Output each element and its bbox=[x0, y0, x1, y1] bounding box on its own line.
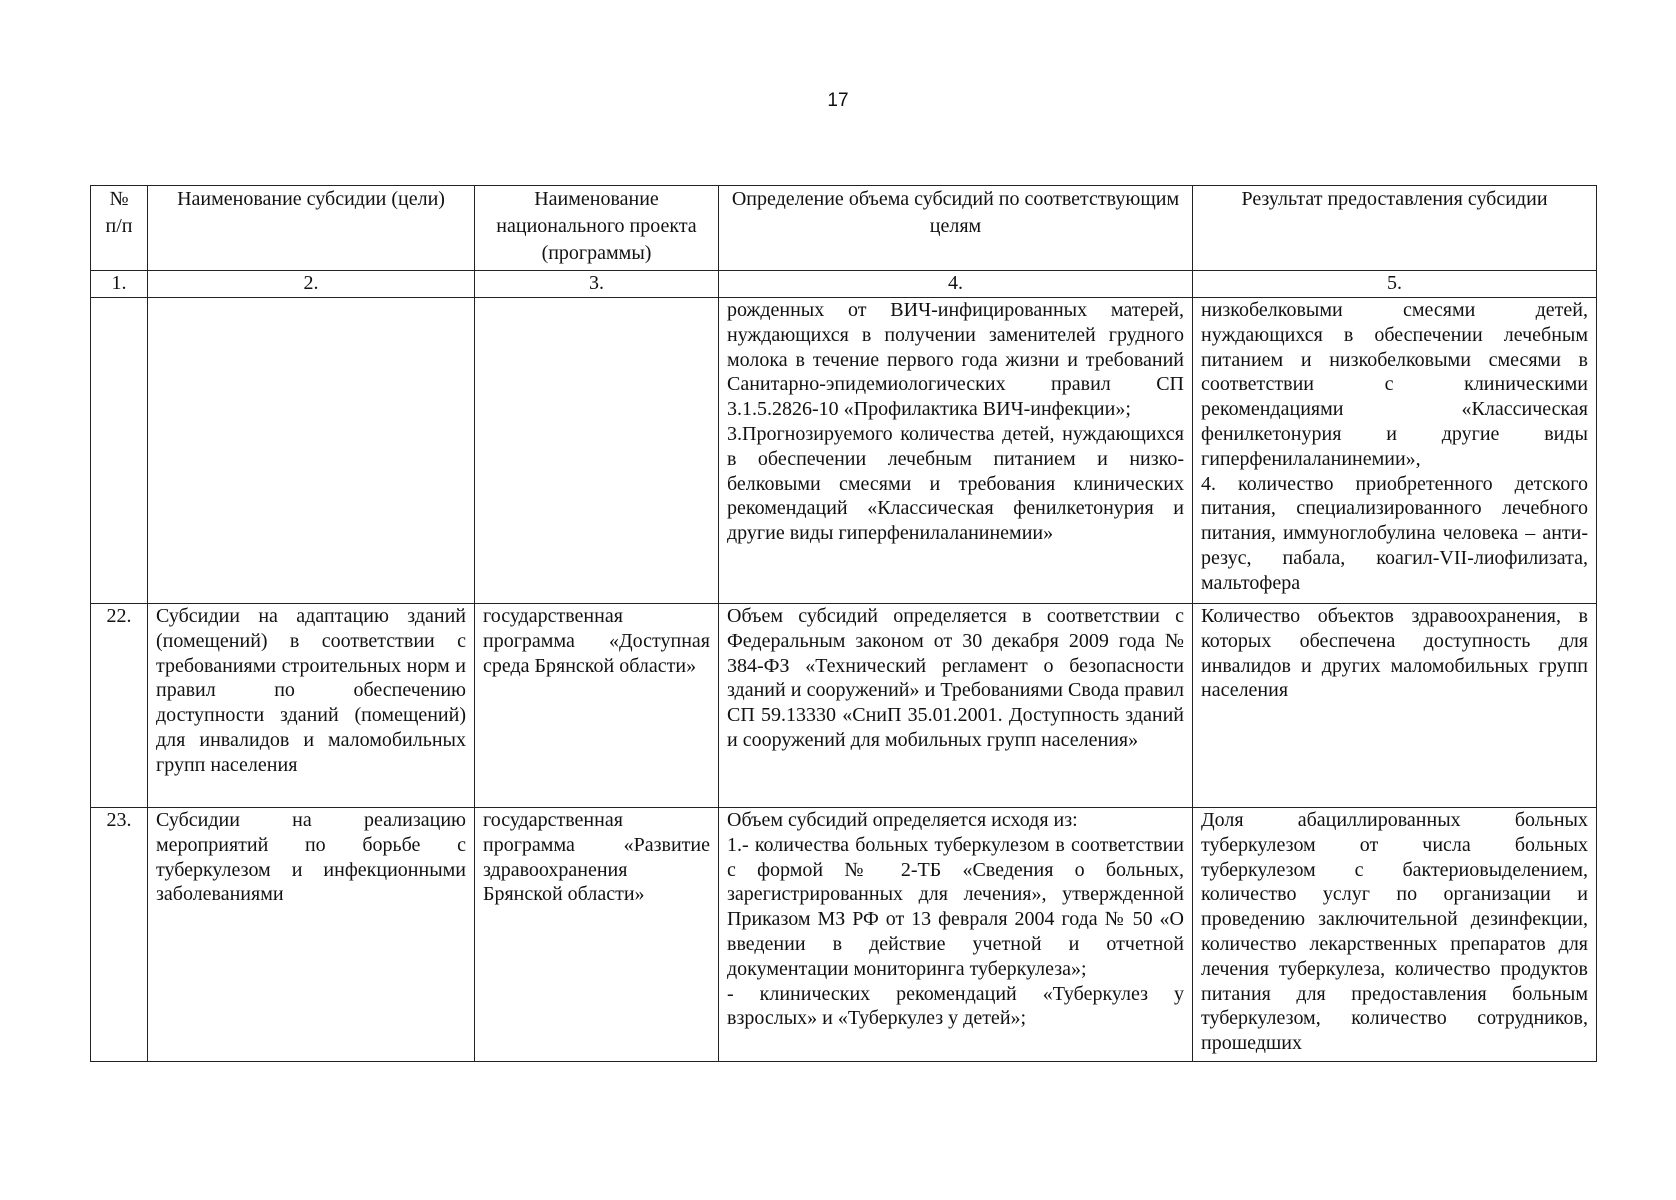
row-national-project: государственная программа «Развитие здравоохранения Брянской области» bbox=[475, 808, 719, 1062]
subsidy-table bbox=[90, 185, 1597, 1062]
row-volume-definition: Объем субсидий определяется исходя из: 1.- количества больных туберкулезом в соответствии с формой № 2-ТБ «Сведения о больных, зарегистрированных для лечения», утвержденной Приказом МЗ РФ от 13 февраля 2004 года № 50 «О введении в действие учетной и отчетной документации мониторинга туберкулеза»; - клинических рекомендаций «Туберкулез у взрослых» и «Туберкулез у детей»; bbox=[719, 808, 1193, 1062]
row-number bbox=[91, 298, 148, 604]
column-number: 2. bbox=[148, 271, 475, 298]
table-row bbox=[91, 604, 1597, 808]
row-subsidy-name bbox=[148, 298, 475, 604]
header-volume-definition: Определение объема субсидий по соответствующим целям bbox=[719, 186, 1193, 271]
column-number: 3. bbox=[475, 271, 719, 298]
row-volume-definition: рожденных от ВИЧ-инфицированных матерей, нуждающихся в получении заменителей грудного молока в течение первого года жизни и требований Санитарно-эпидемиологических правил СП 3.1.5.2826-10 «Профилактика ВИЧ-инфекции»; 3.Прогнозируемого количества детей, нуждающихся в обеспечении лечебным питанием и низко-белковыми смесями и требования клинических рекомендаций «Классическая фенилкетонурия и другие виды гиперфенилаланинемии» bbox=[719, 298, 1193, 604]
header-subsidy-name: Наименование субсидии (цели) bbox=[148, 186, 475, 271]
row-result: Доля абациллированных больных туберкулезом от числа больных туберкулезом с бактериовыделением, количество услуг по организации и проведению заключительной дезинфекции, количество лекарственных препаратов для лечения туберкулеза, количество продуктов питания для предоставления больным туберкулезом, количество сотрудников, прошедших bbox=[1193, 808, 1597, 1062]
page-number: 17 bbox=[827, 90, 849, 111]
row-subsidy-name: Субсидии на адаптацию зданий (помещений) в соответствии с требованиями строительных норм и правил по обеспечению доступности зданий (помещений) для инвалидов и маломобильных групп населения bbox=[148, 604, 475, 808]
row-national-project bbox=[475, 298, 719, 604]
row-national-project: государственная программа «Доступная среда Брянской области» bbox=[475, 604, 719, 808]
row-number: 22. bbox=[91, 604, 148, 808]
column-number-row bbox=[91, 271, 1597, 298]
row-subsidy-name: Субсидии на реализацию мероприятий по борьбе с туберкулезом и инфекционными заболеваниями bbox=[148, 808, 475, 1062]
header-result: Результат предоставления субсидии bbox=[1193, 186, 1597, 271]
row-volume-definition: Объем субсидий определяется в соответствии с Федеральным законом от 30 декабря 2009 года № 384-ФЗ «Технический регламент о безопасности зданий и сооружений» и Требованиями Свода правил СП 59.13330 «СниП 35.01.2001. Доступность зданий и сооружений для мобильных групп населения» bbox=[719, 604, 1193, 808]
header-number: № п/п bbox=[91, 186, 148, 271]
row-result: низкобелковыми смесями детей, нуждающихся в обеспечении лечебным питанием и низкобелковыми смесями в соответствии с клиническими рекомендациями «Классическая фенилкетонурия и другие виды гиперфенилаланинемии», 4. количество приобретенного детского питания, специализированного лечебного питания, иммуноглобулина человека – анти-резус, пабала, коагил-VII-лиофилизата, мальтофера bbox=[1193, 298, 1597, 604]
row-number: 23. bbox=[91, 808, 148, 1062]
table-row bbox=[91, 298, 1597, 604]
header-national-project: Наименование национального проекта (программы) bbox=[475, 186, 719, 271]
table-row bbox=[91, 808, 1597, 1062]
header-row bbox=[91, 186, 1597, 271]
row-result: Количество объектов здравоохранения, в которых обеспечена доступность для инвалидов и других маломобильных групп населения bbox=[1193, 604, 1597, 808]
column-number: 1. bbox=[91, 271, 148, 298]
column-number: 4. bbox=[719, 271, 1193, 298]
column-number: 5. bbox=[1193, 271, 1597, 298]
